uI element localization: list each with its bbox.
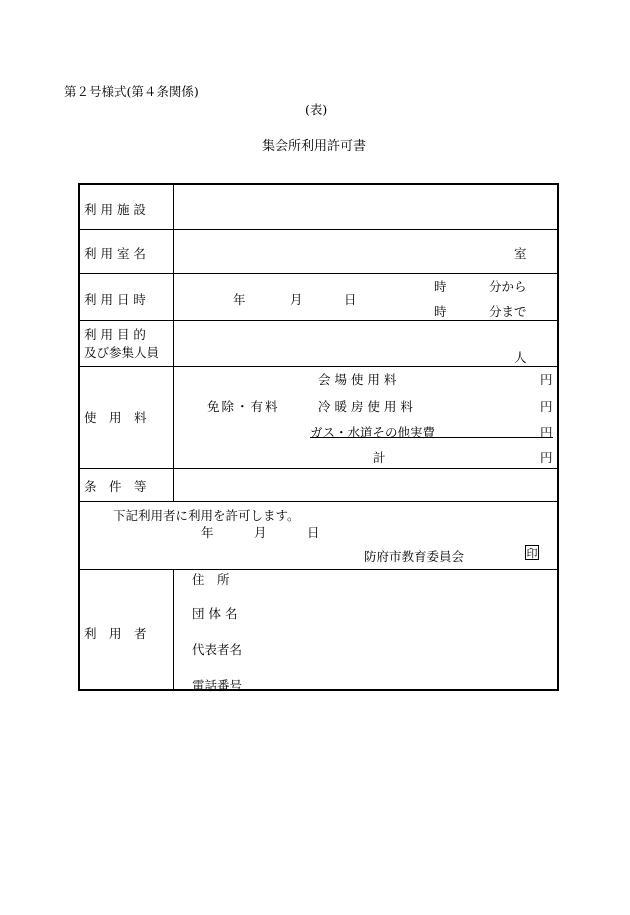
fee-item-venue: 会 場 使 用 料 <box>318 372 397 387</box>
user-representative-label: 代表者名 <box>192 642 243 657</box>
document-title: 集会所利用許可書 <box>262 139 367 154</box>
fee-item-utilities-unit: 円 <box>540 425 553 440</box>
datetime-hour-from: 時 <box>434 279 447 294</box>
purpose-label-line1: 利 用 目 的 <box>84 327 146 342</box>
fee-total-unit: 円 <box>540 450 553 465</box>
user-address-label: 住 所 <box>192 572 230 587</box>
datetime-label: 利 用 日 時 <box>84 292 146 307</box>
datetime-day: 日 <box>344 292 357 307</box>
row-divider <box>79 366 558 367</box>
row-divider <box>79 569 558 570</box>
user-phone-label: 電話番号 <box>192 678 243 693</box>
label-column-divider <box>173 184 174 501</box>
row-divider <box>79 320 558 321</box>
datetime-min-to: 分まで <box>489 304 527 319</box>
facility-label: 利 用 施 設 <box>84 202 146 217</box>
permission-day: 日 <box>307 525 320 540</box>
label-column-divider <box>173 569 174 690</box>
purpose-suffix: 人 <box>514 350 527 365</box>
room-suffix: 室 <box>514 246 527 261</box>
row-divider <box>79 273 558 274</box>
permission-text: 下記利用者に利用を許可します。 <box>113 508 300 523</box>
side-label: (表) <box>305 102 328 117</box>
conditions-label: 条 件 等 <box>84 479 147 494</box>
purpose-label-line2: 及び参集人員 <box>84 345 160 360</box>
row-divider <box>79 501 558 502</box>
fee-item-utilities: ガス・水道その他実費 <box>310 425 436 440</box>
seal-mark: 印 <box>526 547 538 560</box>
row-divider <box>79 468 558 469</box>
permission-month: 月 <box>254 525 267 540</box>
fee-item-venue-unit: 円 <box>540 372 553 387</box>
fee-exemption: 免除・有料 <box>207 399 280 414</box>
room-label: 利 用 室 名 <box>84 246 146 261</box>
user-label: 利 用 者 <box>84 626 147 641</box>
fee-item-aircon: 冷 暖 房 使 用 料 <box>318 399 413 414</box>
fee-item-aircon-unit: 円 <box>540 399 553 414</box>
fee-label: 使 用 料 <box>84 410 147 425</box>
datetime-hour-to: 時 <box>434 304 447 319</box>
fee-total-label: 計 <box>373 450 386 465</box>
form-number: 第２号様式(第４条関係) <box>64 84 199 99</box>
permission-year: 年 <box>201 525 214 540</box>
datetime-month: 月 <box>290 292 303 307</box>
issuer-name: 防府市教育委員会 <box>364 549 465 564</box>
user-group-label: 団 体 名 <box>192 606 238 621</box>
row-divider <box>79 229 558 230</box>
datetime-year: 年 <box>233 292 246 307</box>
datetime-min-from: 分から <box>489 279 527 294</box>
